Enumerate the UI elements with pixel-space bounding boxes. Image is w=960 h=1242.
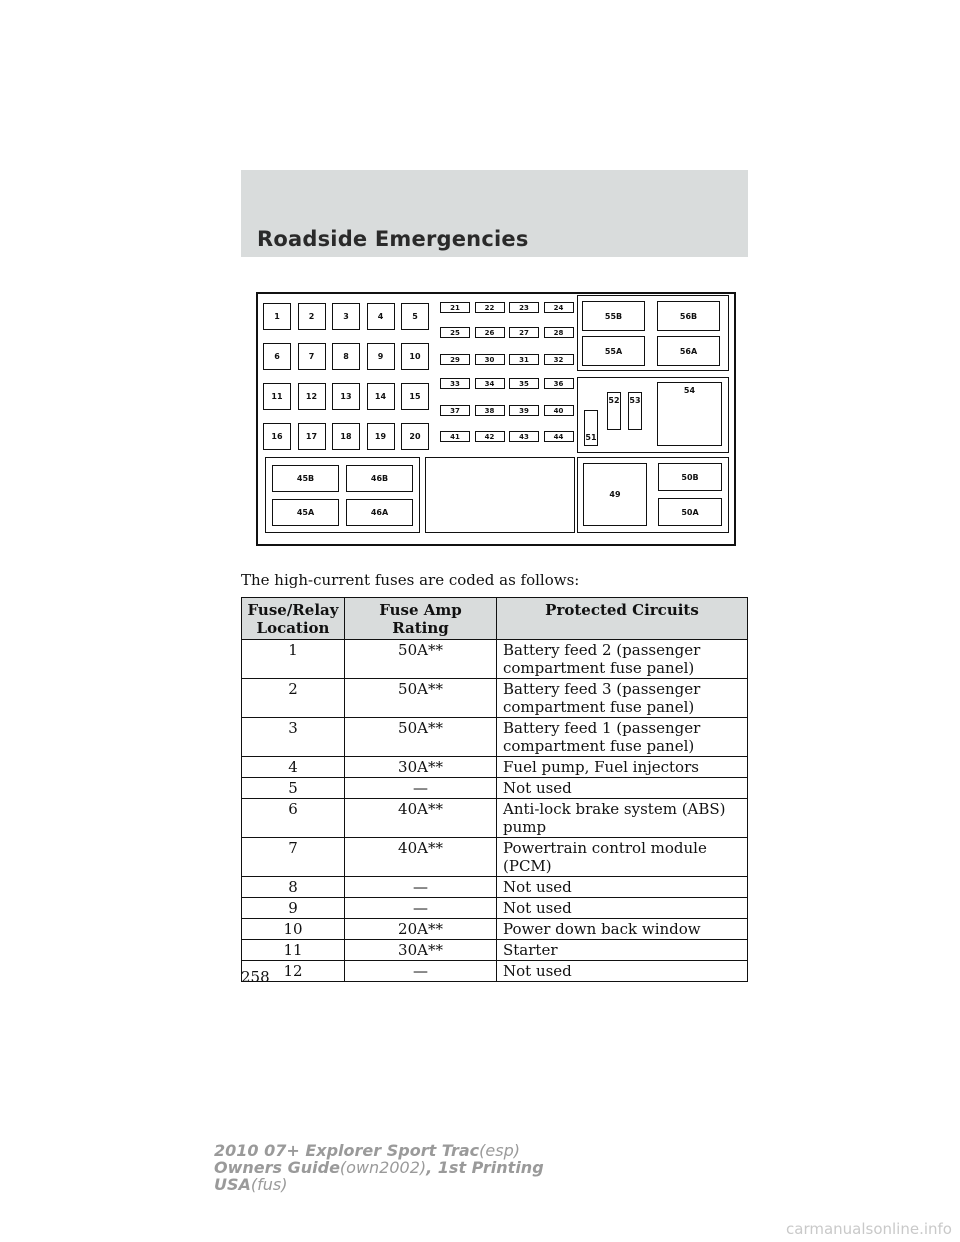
mini-fuse-slot: 42 (475, 431, 505, 442)
cell-rating: 50A** (345, 640, 497, 679)
section-title: Roadside Emergencies (257, 227, 529, 251)
table-row (242, 679, 748, 718)
document-footer (214, 1142, 544, 1193)
header-rating (345, 598, 497, 640)
relay-slot: 53 (628, 392, 642, 430)
mini-fuse-slot: 25 (440, 327, 470, 338)
relay-slot: 51 (584, 410, 598, 446)
mini-fuse-slot: 41 (440, 431, 470, 442)
relay-slot: 55A (582, 336, 645, 366)
mini-fuse-slot: 21 (440, 302, 470, 313)
table-row (242, 919, 748, 940)
mini-fuse-slot: 27 (509, 327, 539, 338)
fuse-slot: 1 (263, 303, 291, 330)
header-location (242, 598, 345, 640)
cell-rating: — (345, 877, 497, 898)
cell-circuit: Starter (497, 940, 748, 961)
fuse-slot: 6 (263, 343, 291, 370)
cell-circuit: Anti-lock brake system (ABS) pump (497, 799, 748, 838)
table-header-row (242, 598, 748, 640)
cell-circuit: Fuel pump, Fuel injectors (497, 757, 748, 778)
mini-fuse-slot: 39 (509, 405, 539, 416)
cell-rating: — (345, 961, 497, 982)
mini-fuse-slot: 26 (475, 327, 505, 338)
cell-location: 3 (242, 718, 345, 757)
empty-cavity (425, 457, 575, 533)
cell-location: 11 (242, 940, 345, 961)
relay-slot: 50B (658, 463, 722, 491)
relay-slot: 46B (346, 465, 413, 492)
cell-location: 6 (242, 799, 345, 838)
mini-fuse-slot: 24 (544, 302, 574, 313)
mini-fuse-slot: 29 (440, 354, 470, 365)
cell-rating: 50A** (345, 718, 497, 757)
relay-slot: 55B (582, 301, 645, 331)
fuse-slot: 17 (298, 423, 326, 450)
cell-rating: 20A** (345, 919, 497, 940)
fuse-slot: 19 (367, 423, 395, 450)
header-rating-line1: Fuse Amp (379, 601, 462, 619)
mini-fuse-slot: 33 (440, 378, 470, 389)
fuse-table (241, 597, 748, 982)
cell-location: 10 (242, 919, 345, 940)
header-location-line1: Fuse/Relay (247, 601, 339, 619)
mini-fuse-slot: 31 (509, 354, 539, 365)
mini-fuse-slot: 32 (544, 354, 574, 365)
header-circuits: Protected Circuits (497, 598, 748, 640)
cell-circuit: Not used (497, 961, 748, 982)
intro-text: The high-current fuses are coded as follows: (241, 571, 580, 589)
fuse-slot: 16 (263, 423, 291, 450)
cell-location: 4 (242, 757, 345, 778)
mini-fuse-slot: 22 (475, 302, 505, 313)
footer-model-code: (esp) (479, 1141, 520, 1160)
cell-circuit: Battery feed 3 (passenger compartment fuse panel) (497, 679, 748, 718)
table-row (242, 640, 748, 679)
relay-slot: 46A (346, 499, 413, 526)
footer-guide-code: (own2002) (339, 1158, 427, 1177)
mini-fuse-slot: 34 (475, 378, 505, 389)
table-row (242, 799, 748, 838)
fuse-slot: 20 (401, 423, 429, 450)
relay-slot: 52 (607, 392, 621, 430)
table-row (242, 961, 748, 982)
cell-rating: 40A** (345, 799, 497, 838)
cell-location: 9 (242, 898, 345, 919)
mini-fuse-slot: 23 (509, 302, 539, 313)
cell-rating: 30A** (345, 757, 497, 778)
fuse-slot: 12 (298, 383, 326, 410)
mini-fuse-slot: 44 (544, 431, 574, 442)
table-row (242, 778, 748, 799)
cell-location: 7 (242, 838, 345, 877)
fuse-slot: 13 (332, 383, 360, 410)
footer-printing: , 1st Printing (426, 1158, 544, 1177)
cell-rating: 50A** (345, 679, 497, 718)
fuse-slot: 5 (401, 303, 429, 330)
footer-guide: Owners Guide (214, 1158, 340, 1177)
table-row (242, 877, 748, 898)
cell-rating: — (345, 778, 497, 799)
mini-fuse-slot: 40 (544, 405, 574, 416)
cell-circuit: Power down back window (497, 919, 748, 940)
footer-model: 2010 07+ Explorer Sport Trac (214, 1141, 480, 1160)
header-location-line2: Location (256, 619, 330, 637)
fuse-panel-diagram (256, 292, 736, 546)
table-row (242, 757, 748, 778)
footer-market: USA (214, 1175, 251, 1194)
fuse-slot: 8 (332, 343, 360, 370)
page-number: 258 (241, 968, 270, 986)
relay-slot: 49 (583, 463, 647, 526)
cell-circuit: Not used (497, 898, 748, 919)
cell-circuit: Battery feed 2 (passenger compartment fuse panel) (497, 640, 748, 679)
cell-rating: 40A** (345, 838, 497, 877)
footer-market-code: (fus) (250, 1175, 288, 1194)
relay-slot: 45A (272, 499, 339, 526)
cell-circuit: Not used (497, 778, 748, 799)
fuse-slot: 4 (367, 303, 395, 330)
mini-fuse-slot: 43 (509, 431, 539, 442)
fuse-slot: 10 (401, 343, 429, 370)
mini-fuse-slot: 35 (509, 378, 539, 389)
cell-rating: 30A** (345, 940, 497, 961)
relay-slot: 56A (657, 336, 720, 366)
header-rating-line2: Rating (392, 619, 449, 637)
watermark: carmanualsonline.info (786, 1220, 952, 1238)
fuse-slot: 14 (367, 383, 395, 410)
mini-fuse-slot: 30 (475, 354, 505, 365)
cell-location: 2 (242, 679, 345, 718)
cell-circuit: Powertrain control module (PCM) (497, 838, 748, 877)
fuse-slot: 9 (367, 343, 395, 370)
fuse-slot: 15 (401, 383, 429, 410)
cell-location: 8 (242, 877, 345, 898)
mini-fuse-slot: 36 (544, 378, 574, 389)
relay-slot: 54 (657, 382, 722, 446)
mini-fuse-slot: 38 (475, 405, 505, 416)
fuse-slot: 18 (332, 423, 360, 450)
mini-fuse-slot: 28 (544, 327, 574, 338)
fuse-slot: 2 (298, 303, 326, 330)
cell-location: 5 (242, 778, 345, 799)
cell-rating: — (345, 898, 497, 919)
fuse-slot: 3 (332, 303, 360, 330)
cell-location: 12 (242, 961, 345, 982)
table-row (242, 940, 748, 961)
cell-location: 1 (242, 640, 345, 679)
table-row (242, 838, 748, 877)
section-header-band (241, 170, 748, 257)
fuse-slot: 7 (298, 343, 326, 370)
cell-circuit: Battery feed 1 (passenger compartment fuse panel) (497, 718, 748, 757)
relay-slot: 45B (272, 465, 339, 492)
relay-slot: 56B (657, 301, 720, 331)
relay-slot: 50A (658, 498, 722, 526)
cell-circuit: Not used (497, 877, 748, 898)
table-row (242, 898, 748, 919)
table-row (242, 718, 748, 757)
fuse-slot: 11 (263, 383, 291, 410)
mini-fuse-slot: 37 (440, 405, 470, 416)
